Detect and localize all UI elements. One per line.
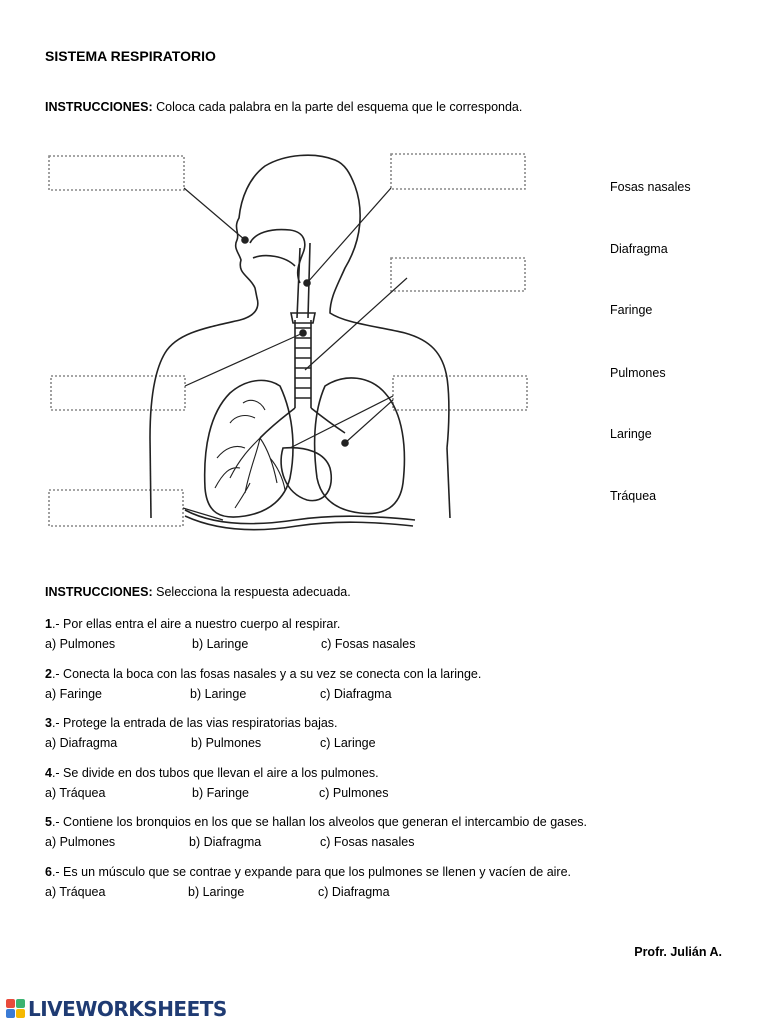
option-c[interactable]: c) Laringe [320,736,376,750]
question-2 [45,664,725,704]
leader-line-4 [185,333,303,386]
leader-line-2 [307,188,391,283]
question-number: 1 [45,617,52,631]
answer-box-4[interactable] [51,376,185,410]
option-b[interactable]: b) Laringe [190,687,247,701]
word-diafragma[interactable]: Diafragma [610,242,668,256]
option-a[interactable]: a) Faringe [45,687,102,701]
instructions-1-text: Coloca cada palabra en la parte del esquema que le corresponda. [152,100,523,114]
answer-box-3[interactable] [391,258,525,291]
option-b[interactable]: b) Faringe [192,786,249,800]
word-faringe[interactable]: Faringe [610,303,653,317]
question-4 [45,763,725,803]
question-text: .- Es un músculo que se contrae y expande para que los pulmones se llenen y vacíen de aire. [51,865,572,879]
leader-dot-4 [300,330,306,336]
right-lung [315,378,405,514]
option-c[interactable]: c) Diafragma [318,885,390,899]
bronchi [260,408,345,438]
teacher-signature: Profr. Julián A. [634,945,722,959]
option-a[interactable]: a) Tráquea [45,885,106,899]
question-number: 4 [45,766,52,780]
trachea [291,313,315,408]
question-3 [45,713,725,753]
leader-line-1 [184,188,245,240]
shoulder-right [447,448,450,518]
heart [281,448,331,501]
question-text: .- Se divide en dos tubos que llevan el aire a los pulmones. [51,766,379,780]
instructions-2-text: Selecciona la respuesta adecuada. [152,585,351,599]
question-text: .- Contiene los bronquios en los que se hallan los alveolos que generan el intercambio de gases. [51,815,588,829]
liveworksheets-logo[interactable] [6,996,227,1022]
option-c[interactable]: c) Pulmones [319,786,389,800]
answer-box-6[interactable] [49,490,183,526]
word-pulmones[interactable]: Pulmones [610,366,666,380]
respiratory-diagram [45,148,535,548]
bronchial-tree [215,400,285,508]
option-b[interactable]: b) Laringe [192,637,249,651]
logo-icon [6,999,26,1019]
shoulder-left [150,438,151,518]
question-6 [45,862,725,902]
instructions-1 [45,100,522,114]
leader-dot-5 [342,440,348,446]
leader-line-5b [345,400,393,443]
option-b[interactable]: b) Pulmones [191,736,262,750]
answer-box-1[interactable] [49,156,184,190]
option-c[interactable]: c) Diafragma [320,687,392,701]
option-c[interactable]: c) Fosas nasales [320,835,415,849]
question-text: .- Conecta la boca con las fosas nasales y a su vez se conecta con la laringe. [51,667,482,681]
answer-box-2[interactable] [391,154,525,189]
option-a[interactable]: a) Pulmones [45,835,116,849]
leader-dot-1 [242,237,248,243]
option-b[interactable]: b) Laringe [188,885,245,899]
question-number: 3 [45,716,52,730]
question-number: 2 [45,667,52,681]
question-5 [45,812,725,852]
page-title: SISTEMA RESPIRATORIO [45,48,216,64]
question-number: 6 [45,865,52,879]
option-a[interactable]: a) Diafragma [45,736,118,750]
question-1 [45,614,725,654]
diaphragm-inner [185,516,413,530]
word-fosas-nasales[interactable]: Fosas nasales [610,180,691,194]
word-traquea[interactable]: Tráquea [610,489,657,503]
leader-dot-2 [304,280,310,286]
word-laringe[interactable]: Laringe [610,427,652,441]
question-text: .- Protege la entrada de las vias respiratorias bajas. [51,716,338,730]
option-a[interactable]: a) Tráquea [45,786,106,800]
instructions-1-label: INSTRUCCIONES: [45,100,153,114]
logo-text: LIVEWORKSHEETS [28,997,227,1021]
option-a[interactable]: a) Pulmones [45,637,116,651]
instructions-2 [45,585,351,599]
leader-line-5a [290,396,393,448]
option-b[interactable]: b) Diafragma [189,835,262,849]
question-number: 5 [45,815,52,829]
mouth-cavity [253,256,295,266]
option-c[interactable]: c) Fosas nasales [321,637,416,651]
answer-box-5[interactable] [393,376,527,410]
leader-line-3 [305,278,407,370]
instructions-2-label: INSTRUCCIONES: [45,585,153,599]
question-text: .- Por ellas entra el aire a nuestro cuerpo al respirar. [51,617,341,631]
